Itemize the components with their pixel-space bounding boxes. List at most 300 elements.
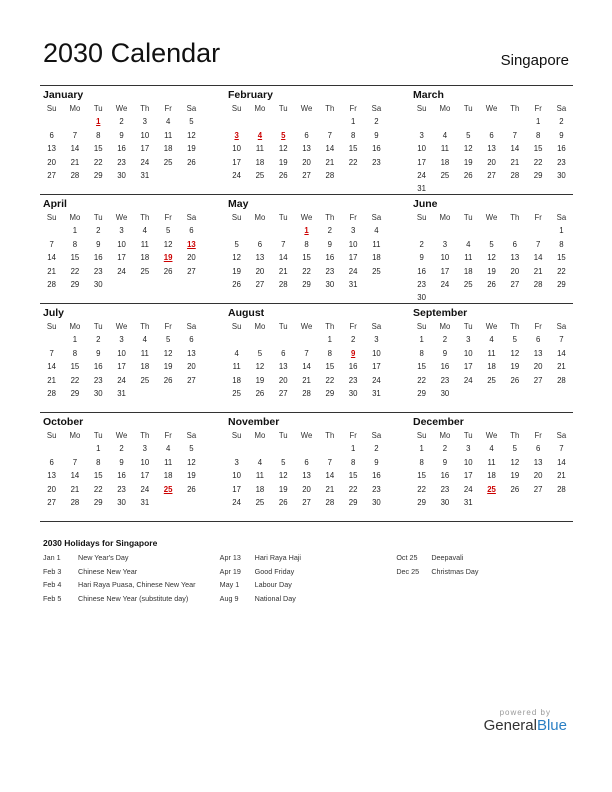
day-cell: 17 [463, 471, 473, 481]
month-december [410, 413, 573, 521]
day-cell: 20 [187, 362, 196, 372]
day-cell: 13 [302, 144, 311, 154]
day-cell: 22 [348, 484, 358, 494]
day-cell: 4 [466, 239, 471, 249]
day-cell: 24 [140, 157, 150, 167]
weekday-header: Fr [164, 104, 172, 113]
day-cell: 28 [325, 497, 335, 507]
day-grid [410, 211, 573, 305]
day-cell: 18 [255, 157, 265, 167]
day-cell: 6 [535, 335, 541, 345]
day-cell: 2 [350, 335, 356, 345]
holiday-item [43, 553, 220, 567]
day-cell: 22 [325, 375, 335, 385]
weekday-header: Sa [371, 104, 382, 113]
day-cell: 10 [232, 471, 241, 481]
weekday-header: We [485, 213, 498, 222]
day-cell: 3 [374, 335, 379, 345]
holiday-day: 9 [350, 348, 356, 358]
day-cell: 24 [140, 484, 150, 494]
empty-cell [248, 442, 271, 455]
day-cell: 15 [557, 253, 566, 263]
day-cell: 8 [419, 348, 424, 358]
holiday-item [43, 594, 220, 608]
holiday-name: Good Friday [254, 566, 295, 576]
day-cell: 27 [187, 266, 196, 276]
day-cell: 10 [348, 239, 358, 249]
day-cell: 5 [234, 239, 239, 249]
day-cell: 10 [117, 348, 126, 358]
day-cell: 8 [559, 239, 564, 249]
day-cell: 11 [140, 348, 149, 358]
day-cell: 19 [510, 471, 520, 481]
day-grid [40, 102, 203, 182]
day-cell: 16 [117, 144, 126, 154]
day-cell: 13 [487, 144, 496, 154]
brand-logo [484, 717, 567, 734]
day-cell: 14 [325, 144, 335, 154]
day-cell: 4 [442, 130, 448, 140]
empty-cell [318, 442, 341, 455]
weekday-header: Sa [186, 322, 197, 331]
day-cell: 11 [232, 362, 241, 372]
day-cell: 23 [117, 484, 126, 494]
month-february [225, 86, 388, 194]
day-cell: 24 [463, 484, 473, 494]
day-cell: 20 [47, 157, 56, 167]
day-cell: 7 [72, 130, 78, 140]
weekday-header: Th [325, 431, 335, 440]
day-cell: 28 [70, 497, 80, 507]
day-cell: 27 [533, 484, 543, 494]
weekday-header: Sa [556, 104, 567, 113]
day-cell: 29 [417, 388, 426, 398]
day-cell: 18 [440, 157, 450, 167]
day-cell: 13 [278, 362, 288, 372]
empty-cell [295, 442, 318, 455]
day-cell: 19 [255, 375, 265, 385]
day-cell: 19 [232, 266, 241, 276]
day-cell: 7 [512, 130, 517, 140]
day-cell: 19 [463, 157, 473, 167]
day-cell: 4 [374, 226, 379, 236]
day-cell: 23 [440, 375, 450, 385]
day-cell: 20 [487, 157, 496, 167]
day-cell: 2 [419, 239, 424, 249]
day-cell: 16 [372, 471, 381, 481]
day-cell: 12 [510, 348, 520, 358]
day-cell: 10 [232, 144, 241, 154]
day-grid [410, 320, 573, 400]
day-cell: 11 [487, 457, 496, 467]
day-cell: 25 [255, 497, 265, 507]
weekday-header: Tu [278, 104, 288, 113]
day-cell: 21 [47, 375, 56, 385]
day-cell: 18 [487, 362, 496, 372]
holiday-column [396, 553, 573, 607]
weekday-header: Su [416, 431, 427, 440]
day-cell: 26 [510, 375, 520, 385]
day-cell: 5 [165, 335, 171, 345]
day-cell: 28 [557, 375, 566, 385]
day-cell: 7 [327, 457, 332, 467]
empty-cell [480, 224, 503, 237]
day-cell: 10 [417, 144, 426, 154]
day-cell: 11 [487, 348, 496, 358]
day-cell: 26 [232, 279, 241, 289]
day-cell: 27 [302, 497, 311, 507]
holiday-date: Feb 4 [43, 580, 62, 589]
day-cell: 6 [304, 457, 309, 467]
day-cell: 20 [510, 266, 520, 276]
month-april [40, 195, 203, 303]
day-cell: 15 [325, 362, 335, 372]
day-cell: 4 [165, 117, 171, 127]
day-cell: 18 [372, 253, 381, 263]
day-cell: 15 [302, 253, 311, 263]
weekday-header: We [300, 322, 313, 331]
day-cell: 25 [440, 170, 450, 180]
weekday-header: Mo [254, 104, 266, 113]
day-cell: 29 [70, 279, 80, 289]
day-cell: 28 [510, 170, 520, 180]
day-cell: 30 [557, 170, 566, 180]
empty-cell [225, 115, 248, 128]
day-cell: 11 [255, 471, 264, 481]
day-cell: 21 [325, 484, 335, 494]
holiday-day: 1 [96, 117, 101, 127]
day-cell: 27 [47, 497, 56, 507]
day-cell: 17 [232, 484, 241, 494]
day-cell: 23 [417, 279, 426, 289]
weekday-header: Su [46, 322, 57, 331]
weekday-header: Fr [534, 431, 542, 440]
empty-cell [248, 333, 271, 346]
holiday-name: Chinese New Year [78, 566, 138, 576]
day-cell: 15 [417, 471, 426, 481]
empty-cell [40, 115, 63, 128]
weekday-header: Th [510, 431, 520, 440]
day-cell: 14 [557, 348, 566, 358]
day-cell: 4 [489, 444, 494, 454]
day-cell: 22 [93, 157, 103, 167]
day-cell: 13 [187, 348, 196, 358]
weekday-header: Su [231, 104, 242, 113]
empty-cell [225, 224, 248, 237]
weekday-header: Fr [349, 213, 357, 222]
weekday-header: We [485, 322, 498, 331]
holiday-day: 19 [163, 253, 173, 263]
day-cell: 4 [142, 335, 147, 345]
weekday-header: Tu [93, 104, 103, 113]
day-cell: 21 [70, 157, 80, 167]
day-cell: 19 [278, 157, 288, 167]
weekday-header: Fr [534, 104, 542, 113]
empty-cell [225, 333, 248, 346]
weekday-header: Su [416, 104, 427, 113]
day-cell: 20 [187, 253, 196, 263]
day-cell: 2 [442, 335, 448, 345]
empty-cell [480, 115, 503, 128]
holiday-day: 3 [234, 130, 239, 140]
month-name: August [228, 307, 265, 319]
day-cell: 11 [440, 144, 449, 154]
day-cell: 26 [187, 157, 196, 167]
empty-cell [295, 333, 318, 346]
day-cell: 11 [164, 457, 173, 467]
day-cell: 9 [442, 457, 448, 467]
holiday-date: Apr 19 [219, 566, 241, 576]
weekday-header: Su [231, 431, 242, 440]
day-grid [225, 211, 388, 291]
day-cell: 25 [163, 157, 173, 167]
day-cell: 17 [463, 362, 473, 372]
day-cell: 29 [417, 497, 426, 507]
day-cell: 25 [140, 375, 150, 385]
weekday-header: Tu [93, 322, 103, 331]
holiday-item [396, 567, 573, 581]
month-name: January [43, 89, 84, 101]
weekday-header: Su [231, 213, 242, 222]
day-cell: 5 [466, 130, 471, 140]
day-cell: 18 [255, 484, 265, 494]
month-row [40, 194, 573, 303]
day-cell: 29 [70, 388, 80, 398]
day-cell: 4 [165, 444, 171, 454]
empty-cell [318, 115, 341, 128]
weekday-header: Tu [463, 213, 473, 222]
day-cell: 26 [463, 170, 473, 180]
weekday-header: Tu [93, 431, 103, 440]
day-cell: 23 [93, 266, 103, 276]
day-cell: 16 [440, 471, 450, 481]
day-cell: 10 [140, 457, 150, 467]
weekday-header: We [300, 104, 313, 113]
day-cell: 5 [281, 457, 286, 467]
day-cell: 24 [417, 170, 426, 180]
day-cell: 14 [533, 253, 543, 263]
day-cell: 12 [187, 130, 196, 140]
weekday-header: Th [325, 322, 335, 331]
day-cell: 23 [440, 484, 450, 494]
brand-blue: Blue [536, 717, 567, 734]
day-cell: 15 [70, 253, 80, 263]
day-cell: 26 [278, 170, 288, 180]
day-cell: 3 [142, 117, 147, 127]
weekday-header: Mo [439, 213, 451, 222]
day-cell: 7 [49, 239, 54, 249]
day-cell: 7 [49, 348, 54, 358]
day-cell: 30 [93, 279, 103, 289]
day-cell: 15 [417, 362, 426, 372]
day-cell: 29 [348, 497, 358, 507]
day-cell: 13 [302, 471, 311, 481]
day-cell: 1 [327, 335, 332, 345]
day-cell: 11 [464, 253, 473, 263]
day-cell: 11 [140, 239, 149, 249]
day-cell: 10 [117, 239, 126, 249]
day-cell: 8 [327, 348, 332, 358]
day-cell: 21 [70, 484, 80, 494]
empty-cell [272, 442, 295, 455]
day-cell: 16 [417, 266, 426, 276]
day-cell: 24 [348, 266, 358, 276]
day-cell: 3 [466, 335, 471, 345]
weekday-header: Su [46, 104, 57, 113]
day-cell: 16 [117, 471, 126, 481]
weekday-header: Sa [371, 322, 382, 331]
day-cell: 12 [510, 457, 520, 467]
weekday-header: Sa [186, 104, 197, 113]
day-cell: 3 [142, 444, 147, 454]
month-row [40, 412, 573, 522]
day-cell: 12 [163, 239, 173, 249]
day-cell: 26 [278, 497, 288, 507]
month-name: December [413, 416, 464, 428]
holiday-name: Christmas Day [431, 566, 479, 576]
weekday-header: Sa [556, 213, 567, 222]
day-cell: 30 [117, 170, 126, 180]
day-cell: 2 [374, 117, 379, 127]
day-cell: 18 [487, 471, 496, 481]
holiday-name: National Day [254, 593, 296, 603]
weekday-header: Th [140, 431, 150, 440]
day-cell: 3 [419, 130, 424, 140]
empty-cell [63, 115, 86, 128]
day-cell: 2 [119, 444, 124, 454]
weekday-header: Fr [164, 213, 172, 222]
weekday-header: Sa [371, 431, 382, 440]
day-cell: 5 [189, 117, 194, 127]
day-cell: 3 [119, 226, 124, 236]
weekday-header: Tu [278, 431, 288, 440]
day-cell: 14 [302, 362, 311, 372]
holiday-item [43, 567, 220, 581]
day-cell: 21 [278, 266, 288, 276]
day-cell: 27 [533, 375, 543, 385]
day-cell: 19 [487, 266, 496, 276]
day-cell: 30 [117, 497, 126, 507]
day-cell: 1 [350, 444, 356, 454]
day-cell: 29 [302, 279, 311, 289]
day-cell: 7 [304, 348, 309, 358]
weekday-header: Mo [254, 431, 266, 440]
day-cell: 14 [47, 362, 56, 372]
day-cell: 16 [372, 144, 381, 154]
day-cell: 2 [119, 117, 124, 127]
day-cell: 22 [70, 266, 80, 276]
day-cell: 19 [187, 144, 196, 154]
day-grid [410, 102, 573, 196]
holiday-item [220, 567, 397, 581]
day-cell: 23 [348, 375, 358, 385]
weekday-header: We [485, 431, 498, 440]
day-cell: 5 [165, 226, 171, 236]
day-cell: 25 [372, 266, 381, 276]
day-cell: 17 [232, 157, 241, 167]
weekday-header: Th [510, 104, 520, 113]
day-cell: 21 [557, 471, 566, 481]
month-october [40, 413, 203, 521]
day-cell: 22 [557, 266, 566, 276]
day-cell: 13 [47, 144, 56, 154]
day-cell: 9 [559, 130, 564, 140]
month-name: June [413, 198, 438, 210]
weekday-header: Tu [463, 431, 473, 440]
day-cell: 19 [187, 471, 196, 481]
day-cell: 22 [302, 266, 311, 276]
weekday-header: Mo [439, 104, 451, 113]
weekday-header: Th [325, 104, 335, 113]
month-name: September [413, 307, 468, 319]
day-cell: 11 [255, 144, 264, 154]
day-cell: 30 [372, 497, 381, 507]
day-cell: 1 [72, 226, 78, 236]
empty-cell [225, 442, 248, 455]
weekday-header: Tu [93, 213, 103, 222]
country-name: Singapore [500, 52, 569, 69]
weekday-header: Su [416, 322, 427, 331]
day-cell: 25 [140, 266, 150, 276]
day-cell: 14 [70, 144, 80, 154]
day-cell: 6 [304, 130, 309, 140]
day-cell: 28 [533, 279, 543, 289]
day-cell: 24 [232, 170, 241, 180]
day-cell: 20 [302, 484, 311, 494]
day-cell: 6 [489, 130, 494, 140]
day-cell: 1 [350, 117, 356, 127]
powered-by-label: powered by [499, 708, 551, 717]
weekday-header: We [115, 322, 128, 331]
day-grid [225, 429, 388, 509]
day-cell: 16 [93, 362, 103, 372]
day-cell: 2 [96, 226, 101, 236]
month-march [410, 86, 573, 194]
day-cell: 9 [327, 239, 332, 249]
empty-cell [433, 115, 456, 128]
holiday-name: Labour Day [254, 580, 292, 589]
weekday-header: Fr [534, 322, 542, 331]
weekday-header: Su [46, 213, 57, 222]
month-name: April [43, 198, 67, 210]
day-cell: 28 [278, 279, 288, 289]
day-cell: 16 [325, 253, 335, 263]
day-cell: 10 [463, 457, 473, 467]
day-cell: 5 [489, 239, 494, 249]
day-cell: 26 [510, 484, 520, 494]
weekday-header: Tu [278, 322, 288, 331]
day-cell: 26 [187, 484, 196, 494]
empty-cell [503, 224, 526, 237]
day-cell: 23 [93, 375, 103, 385]
day-cell: 15 [348, 471, 358, 481]
weekday-header: We [300, 213, 313, 222]
holiday-name: Deepavali [431, 553, 464, 562]
holiday-day: 13 [187, 239, 196, 249]
month-row [40, 85, 573, 194]
day-cell: 10 [140, 130, 150, 140]
day-cell: 27 [187, 375, 196, 385]
brand-general: General [483, 717, 537, 734]
day-cell: 2 [327, 226, 332, 236]
day-cell: 3 [466, 444, 471, 454]
months-grid [40, 85, 573, 522]
day-cell: 31 [463, 497, 473, 507]
holiday-day: 1 [304, 226, 309, 236]
day-cell: 24 [117, 266, 126, 276]
day-cell: 2 [96, 335, 101, 345]
holiday-day: 25 [487, 484, 496, 494]
